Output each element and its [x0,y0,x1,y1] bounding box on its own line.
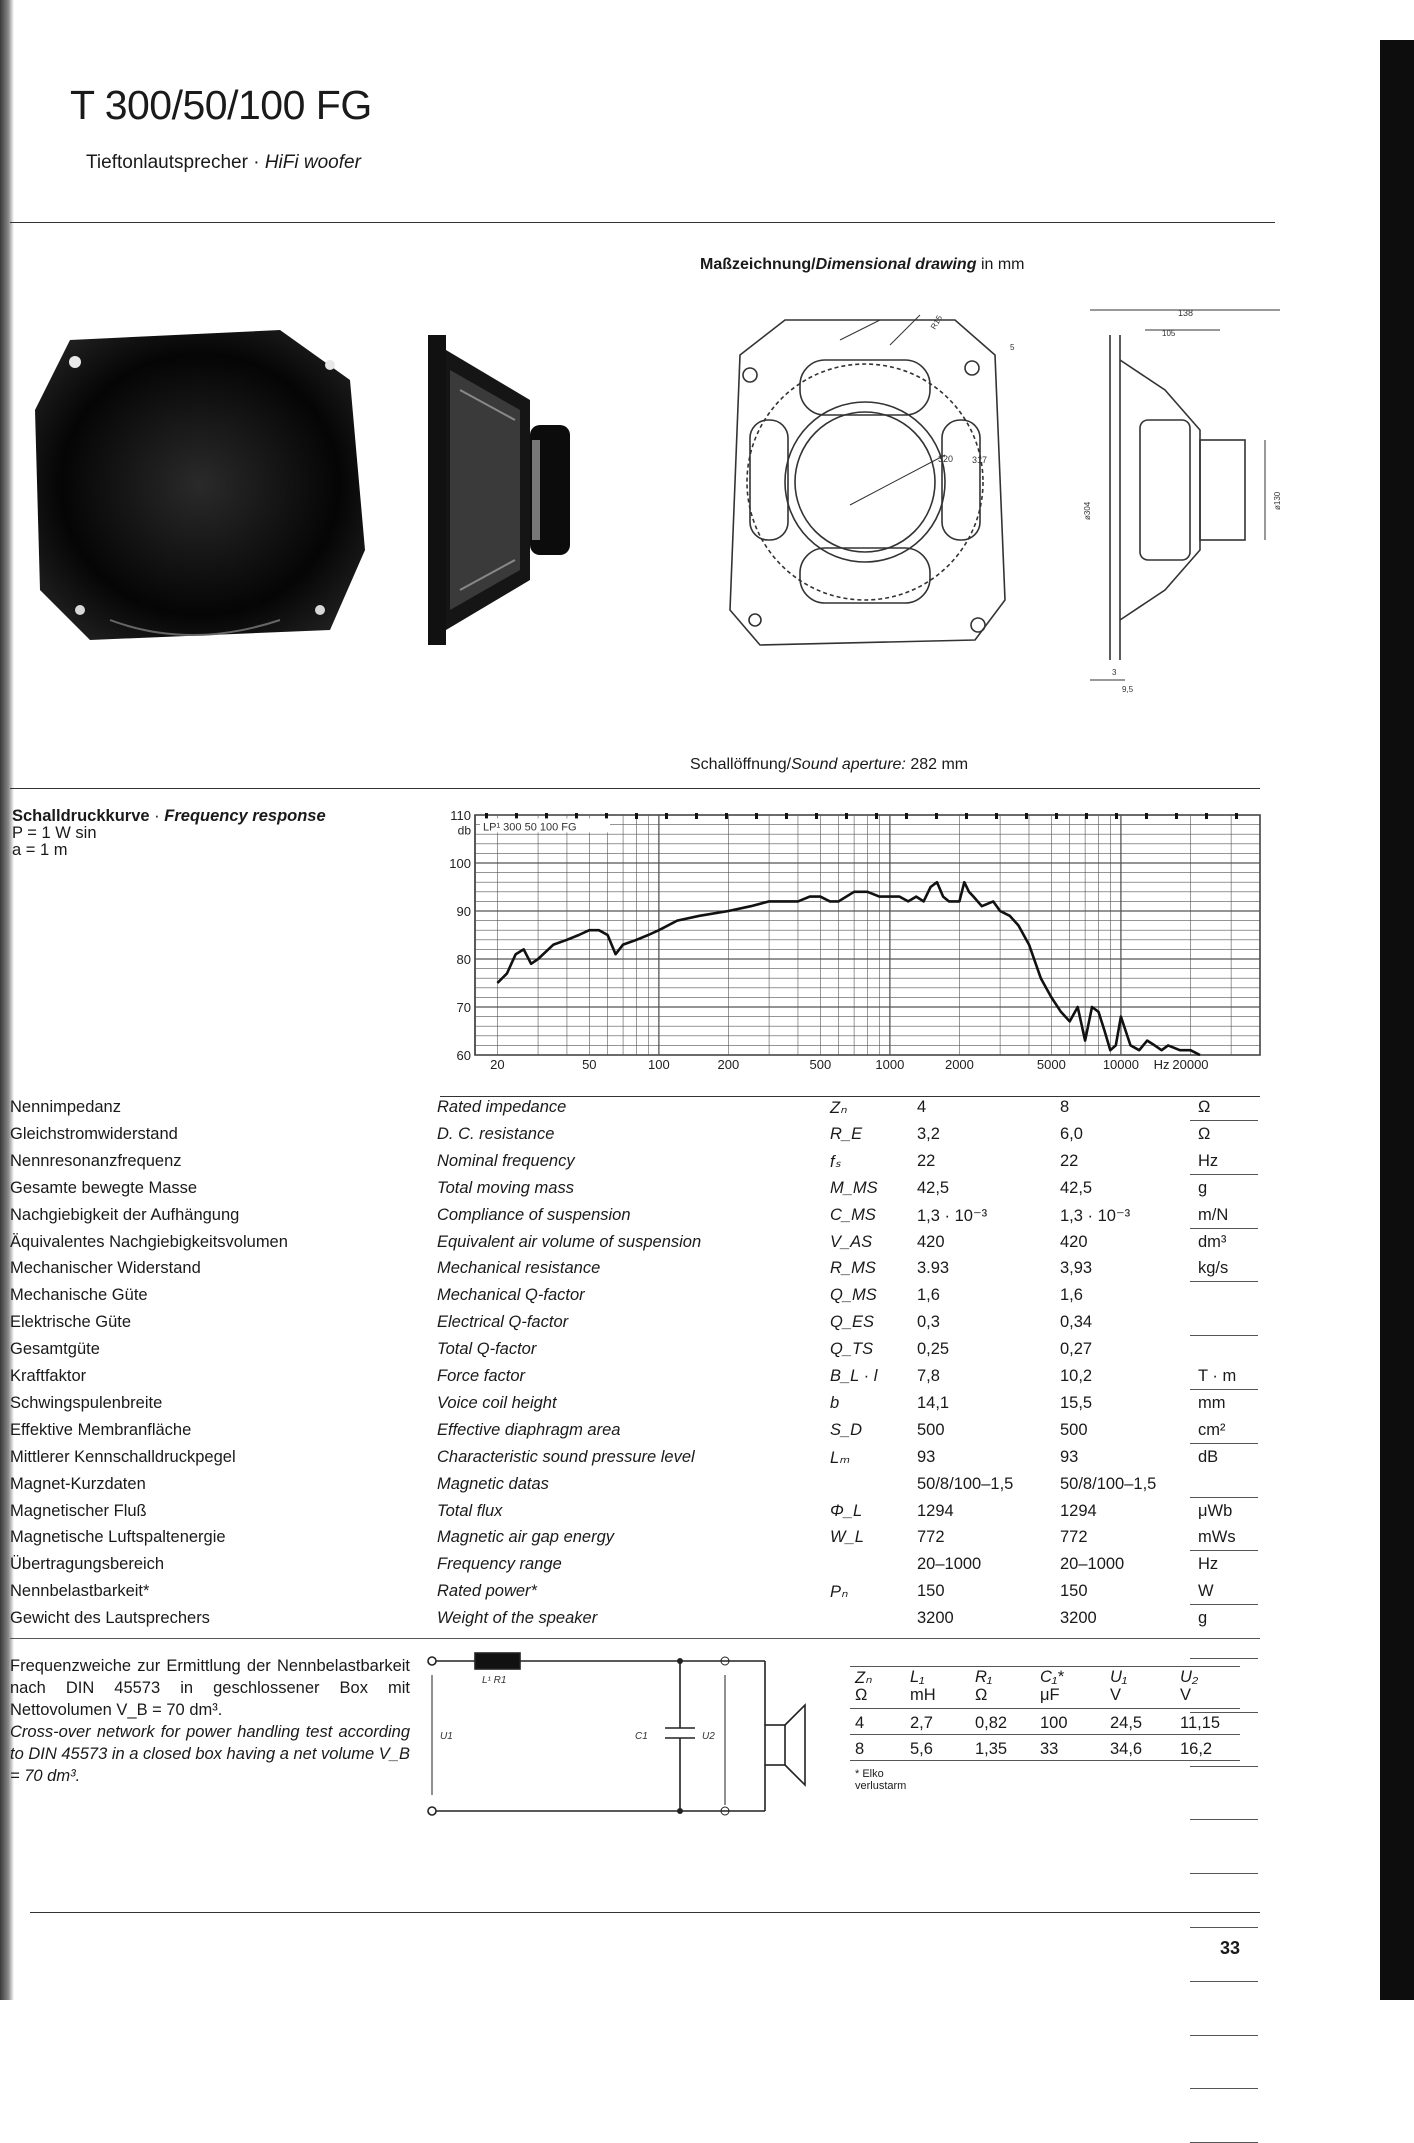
top-tick-mark [1205,813,1208,819]
crossover-cell: 4 [855,1714,865,1732]
y-tick-label: 110 [450,808,471,823]
x-tick-label: 10000 [1102,1057,1139,1070]
spec-value-4ohm: 1,3 · 10⁻³ [917,1206,988,1225]
unit-underline [1190,1766,1258,1767]
crossover-cell: 1,35 [975,1740,1008,1758]
spec-value-4ohm: 50/8/100–1,5 [917,1474,1014,1493]
spec-label-en: Magnetic air gap energy [437,1528,615,1547]
subtitle-de: Tieftonlautsprecher [86,152,248,173]
spec-label-de: Kraftfaktor [10,1367,87,1385]
legend-label: LP¹ 300 50 100 FG [483,821,577,834]
crossover-table-rule [850,1734,1240,1735]
spec-value-4ohm: 1,6 [917,1286,940,1305]
dim-320: 320 [938,454,954,464]
spec-row [10,1206,1260,1233]
crossover-cell: 100 [1040,1714,1068,1732]
speaker-side-photo [420,330,600,650]
spec-row [10,1528,1260,1555]
spec-value-4ohm: 20–1000 [917,1555,982,1574]
spec-unit: dm³ [1198,1232,1227,1251]
top-tick-mark [1115,813,1118,819]
dim-r15: R15 [928,313,945,331]
crossover-cell: 34,6 [1110,1740,1143,1758]
spec-label-en: Force factor [437,1367,526,1385]
spec-label-de: Gleichstromwiderstand [10,1124,178,1143]
crossover-table-rule [850,1760,1240,1761]
x-tick-label: Hz [1153,1057,1170,1070]
x-tick-label: 50 [582,1057,597,1070]
dimensional-drawing-front [710,300,1030,680]
spec-label-de: Elektrische Güte [10,1313,132,1332]
top-tick-mark [905,813,908,819]
spec-value-8ohm: 8 [1060,1098,1070,1116]
y-tick-label: 100 [449,856,471,871]
top-tick-mark [605,813,608,819]
spec-label-en: Total Q-factor [437,1340,537,1359]
crossover-cell: 16,2 [1180,1740,1213,1758]
spec-unit: m/N [1198,1205,1229,1224]
top-tick-mark [725,813,728,819]
spec-label-en: Mechanical Q-factor [437,1286,585,1305]
spec-label-de: Mechanische Güte [10,1286,148,1305]
spec-value-8ohm: 1294 [1060,1501,1097,1520]
drawing-caption [700,256,1025,274]
spec-symbol: Φ_L [830,1501,863,1520]
unit-underline [1190,1658,1258,1659]
spec-row [10,1555,1260,1582]
response-title-sep: · [154,807,160,825]
spec-label-en: Magnetic datas [437,1474,549,1493]
aperture-value: 282 mm [910,756,969,773]
spec-symbol: Zₙ [830,1099,847,1117]
spec-row [10,1152,1260,1179]
spec-value-4ohm: 14,1 [917,1393,950,1412]
spec-label-de: Gesamtgüte [10,1340,100,1359]
crossover-cell: Ω [855,1686,868,1704]
x-tick-label: 2000 [944,1057,974,1070]
spec-value-4ohm: 3200 [917,1609,954,1628]
response-title [12,808,326,825]
y-tick-label: 80 [456,952,471,967]
spec-value-4ohm: 420 [917,1232,945,1251]
crossover-description [10,1655,410,1787]
crossover-cell: R₁ [975,1668,993,1686]
spec-row [10,1448,1260,1475]
sound-aperture [690,756,968,774]
aperture-rule [10,788,1260,789]
spec-label-de: Schwingspulenbreite [10,1393,163,1412]
spec-label-en: Voice coil height [437,1393,557,1412]
x-tick-label: 20000 [1172,1057,1209,1070]
spec-row [10,1098,1260,1125]
y-tick-label: 60 [456,1048,471,1063]
spec-label-de: Äquivalentes Nachgiebigkeitsvolumen [10,1232,288,1251]
top-tick-mark [1025,813,1028,819]
label-inductor: L¹ R1 [482,1675,507,1686]
spec-value-4ohm: 3,2 [917,1124,940,1143]
spec-label-de: Nennbelastbarkeit* [10,1582,150,1601]
spec-value-4ohm: 772 [917,1528,945,1547]
x-tick-label: 500 [809,1057,832,1070]
spec-value-8ohm: 500 [1060,1420,1088,1439]
y-tick-label: 90 [456,904,471,919]
spec-label-de: Gewicht des Lautsprechers [10,1609,210,1628]
spec-symbol: Pₙ [830,1583,848,1602]
x-tick-label: 20 [490,1057,505,1070]
crossover-cell: 33 [1040,1740,1059,1758]
header-rule [10,222,1275,223]
crossover-cell: 11,15 [1180,1714,1221,1732]
y-unit-label: db [457,823,471,838]
crossover-footnote: * Elko verlustarm [855,1768,907,1792]
drawing-caption-en: Dimensional drawing [815,256,977,273]
spec-row [10,1475,1260,1502]
spec-row [10,1259,1260,1286]
dim-138: 138 [1178,308,1194,318]
label-c1: C1 [635,1731,648,1742]
top-tick-mark [995,813,998,819]
spec-unit: kg/s [1198,1259,1229,1278]
spec-label-en: Rated impedance [437,1098,567,1116]
crossover-circuit [420,1645,820,1825]
spec-label-de: Magnetische Luftspaltenergie [10,1528,226,1547]
spec-label-de: Nennimpedanz [10,1098,121,1116]
spec-value-4ohm: 42,5 [917,1178,950,1197]
spec-label-de: Gesamte bewegte Masse [10,1178,198,1197]
spec-value-8ohm: 22 [1060,1151,1079,1170]
spec-symbol: R_E [830,1124,863,1143]
spec-value-8ohm: 0,27 [1060,1340,1093,1359]
spec-value-4ohm: 500 [917,1420,945,1439]
spec-unit: μWb [1198,1501,1233,1520]
unit-underline [1190,1712,1258,1713]
crossover-text-de: Frequenzweiche zur Ermittlung der Nennbelastbarkeit nach DIN 45573 in geschlossener Box mit Nettovolumen V_B = 70 dm³. [10,1657,410,1719]
spec-value-4ohm: 93 [917,1447,936,1466]
spec-symbol: V_AS [830,1232,873,1251]
spec-unit: Hz [1198,1555,1219,1574]
top-tick-mark [575,813,578,819]
crossover-cell: U₁ [1110,1668,1128,1686]
x-tick-label: 5000 [1036,1057,1066,1070]
spec-unit: g [1198,1178,1208,1197]
dim-5: 5 [1010,343,1015,352]
spec-row [10,1125,1260,1152]
top-tick-mark [875,813,878,819]
spec-label-de: Mittlerer Kennschalldruckpegel [10,1447,236,1466]
top-tick-mark [1055,813,1058,819]
crossover-cell: Ω [975,1686,988,1704]
spec-label-en: Weight of the speaker [437,1609,598,1628]
spec-value-8ohm: 93 [1060,1447,1079,1466]
unit-underline [1190,1981,1258,1982]
spec-value-4ohm: 150 [917,1582,945,1601]
spec-symbol: Q_MS [830,1286,877,1305]
spec-symbol: M_MS [830,1178,878,1197]
spec-value-8ohm: 3200 [1060,1609,1097,1628]
aperture-label-en: Sound aperture: [791,756,906,773]
top-tick-mark [695,813,698,819]
drawing-caption-de: Maßzeichnung/ [700,256,816,273]
spec-symbol: Q_TS [830,1340,874,1359]
spec-label-de: Nennresonanzfrequenz [10,1151,182,1170]
top-tick-mark [485,813,488,819]
crossover-cell: L₁ [910,1668,925,1686]
spec-symbol: b [830,1393,840,1412]
spec-label-en: Mechanical resistance [437,1259,601,1278]
spec-row [10,1233,1260,1260]
spec-symbol: Lₘ [830,1448,850,1467]
subtitle [86,152,361,174]
spec-row [10,1340,1260,1367]
crossover-cell: 8 [855,1740,865,1758]
top-tick-mark [1085,813,1088,819]
spec-symbol: S_D [830,1420,863,1439]
top-tick-mark [1235,813,1238,819]
crossover-cell: Zₙ [855,1669,872,1687]
spec-value-8ohm: 6,0 [1060,1124,1083,1143]
spec-unit: dB [1198,1447,1219,1466]
specs-top-rule [440,1096,1260,1097]
dim-317: 317 [972,455,988,465]
footer-rule [30,1912,1260,1913]
spec-value-4ohm: 0,3 [917,1313,940,1332]
x-tick-label: 200 [717,1057,740,1070]
crossover-cell: 0,82 [975,1714,1008,1732]
spec-symbol: Q_ES [830,1313,875,1332]
spec-value-8ohm: 420 [1060,1232,1088,1251]
spec-value-8ohm: 0,34 [1060,1313,1093,1332]
unit-underline [1190,1927,1258,1928]
spec-value-8ohm: 3,93 [1060,1259,1093,1278]
unit-underline [1190,1819,1258,1820]
spec-value-4ohm: 0,25 [917,1340,950,1359]
top-tick-mark [1145,813,1148,819]
top-tick-mark [665,813,668,819]
subtitle-sep: · [253,152,260,173]
spec-label-en: D. C. resistance [437,1124,555,1143]
spec-row [10,1394,1260,1421]
unit-underline [1190,1873,1258,1874]
crossover-cell: V [1110,1686,1122,1704]
spec-label-en: Electrical Q-factor [437,1313,569,1332]
spec-value-4ohm: 3.93 [917,1259,950,1278]
top-tick-mark [545,813,548,819]
top-tick-mark [785,813,788,819]
spec-label-en: Effective diaphragm area [437,1420,621,1439]
response-caption [12,808,326,859]
spec-symbol: fₛ [830,1152,841,1171]
top-tick-mark [965,813,968,819]
crossover-table-rule [850,1666,1240,1667]
specs-bottom-rule [10,1638,1260,1639]
spec-symbol: B_L · l [830,1367,878,1385]
crossover-table-rule [850,1708,1240,1709]
unit-underline [1190,2088,1258,2089]
spec-label-en: Total moving mass [437,1178,574,1197]
y-tick-label: 70 [456,1000,471,1015]
spec-value-8ohm: 50/8/100–1,5 [1060,1474,1157,1493]
subtitle-en: HiFi woofer [264,152,361,173]
spec-symbol: R_MS [830,1259,876,1278]
top-tick-mark [815,813,818,819]
spec-unit: Hz [1198,1151,1219,1170]
spec-symbol: W_L [830,1528,864,1547]
dim-9-5: 9,5 [1122,685,1134,694]
x-tick-label: 1000 [875,1057,905,1070]
crossover-cell: 24,5 [1110,1714,1143,1732]
spec-label-de: Magnet-Kurzdaten [10,1474,146,1493]
page-number: 33 [1220,1938,1241,1958]
spec-unit: mm [1198,1393,1226,1412]
spec-value-8ohm: 150 [1060,1582,1088,1601]
drawing-caption-unit: in mm [980,256,1025,273]
response-title-en: Frequency response [164,807,326,825]
spec-label-en: Frequency range [437,1555,562,1574]
spec-label-en: Total flux [437,1501,503,1520]
spec-value-8ohm: 42,5 [1060,1178,1093,1197]
dim-105: 105 [1162,329,1176,338]
spec-row [10,1421,1260,1448]
spec-value-4ohm: 4 [917,1098,927,1116]
top-tick-mark [515,813,518,819]
spec-row [10,1582,1260,1609]
spec-value-8ohm: 772 [1060,1528,1088,1547]
model-title: T 300/50/100 FG [70,82,372,128]
crossover-cell: V [1180,1686,1192,1704]
crossover-text-en: Cross-over network for power handling test according to DIN 45573 in a closed box having a net volume V_B = 70 dm³. [10,1723,410,1785]
crossover-cell: μF [1040,1686,1060,1704]
spec-label-en: Rated power* [437,1582,537,1601]
spec-unit: W [1198,1582,1214,1601]
spec-unit: Ω [1198,1098,1211,1116]
spec-unit: mWs [1198,1528,1236,1547]
crossover-cell: 5,6 [910,1740,933,1758]
spec-value-4ohm: 1294 [917,1501,954,1520]
spec-label-en: Compliance of suspension [437,1205,631,1224]
top-tick-mark [1175,813,1178,819]
spec-label-en: Nominal frequency [437,1151,575,1170]
top-tick-mark [635,813,638,819]
top-tick-mark [935,813,938,819]
scan-edge-right [1380,40,1414,2000]
response-title-de: Schalldruckkurve [12,807,150,825]
spec-value-8ohm: 20–1000 [1060,1555,1125,1574]
spec-unit: g [1198,1609,1208,1628]
dim-130: ø130 [1273,491,1282,510]
response-cond-p: P = 1 W sin [12,824,97,842]
aperture-label-de: Schallöffnung/ [690,756,792,773]
frequency-response-chart [430,805,1270,1070]
label-u1: U1 [440,1731,453,1742]
spec-label-de: Magnetischer Fluß [10,1501,147,1520]
crossover-cell: mH [910,1686,936,1704]
crossover-cell: C₁* [1040,1668,1064,1686]
x-tick-label: 100 [648,1057,670,1070]
top-tick-mark [845,813,848,819]
spec-value-4ohm: 22 [917,1151,936,1170]
spec-label-de: Nachgiebigkeit der Aufhängung [10,1205,240,1224]
spec-row [10,1609,1260,1636]
spec-value-8ohm: 1,3 · 10⁻³ [1060,1206,1131,1225]
spec-value-8ohm: 10,2 [1060,1367,1093,1385]
spec-label-de: Mechanischer Widerstand [10,1259,201,1278]
spec-row [10,1286,1260,1313]
spec-label-en: Characteristic sound pressure level [437,1447,695,1466]
spec-row [10,1179,1260,1206]
spec-value-4ohm: 7,8 [917,1367,940,1385]
label-u2: U2 [702,1731,715,1742]
spec-row [10,1502,1260,1529]
spec-label-de: Effektive Membranfläche [10,1420,192,1439]
spec-value-8ohm: 15,5 [1060,1393,1093,1412]
unit-underline [1190,1120,1258,1121]
speaker-front-photo [30,320,370,650]
spec-unit: T · m [1198,1367,1237,1385]
top-tick-mark [755,813,758,819]
dimensional-drawing-side [1080,300,1300,700]
dim-304: ø304 [1083,501,1092,520]
spec-label-en: Equivalent air volume of suspension [437,1232,702,1251]
unit-underline [1190,2035,1258,2036]
dim-3: 3 [1112,668,1117,677]
response-cond-a: a = 1 m [12,841,68,859]
spec-value-8ohm: 1,6 [1060,1286,1083,1305]
spec-unit: Ω [1198,1124,1211,1143]
spec-label-de: Übertragungsbereich [10,1555,165,1574]
spec-row [10,1367,1260,1394]
spec-symbol: C_MS [830,1205,876,1224]
crossover-cell: 2,7 [910,1714,933,1732]
spec-unit: cm² [1198,1420,1226,1439]
crossover-cell: U₂ [1180,1668,1199,1686]
spec-row [10,1313,1260,1340]
